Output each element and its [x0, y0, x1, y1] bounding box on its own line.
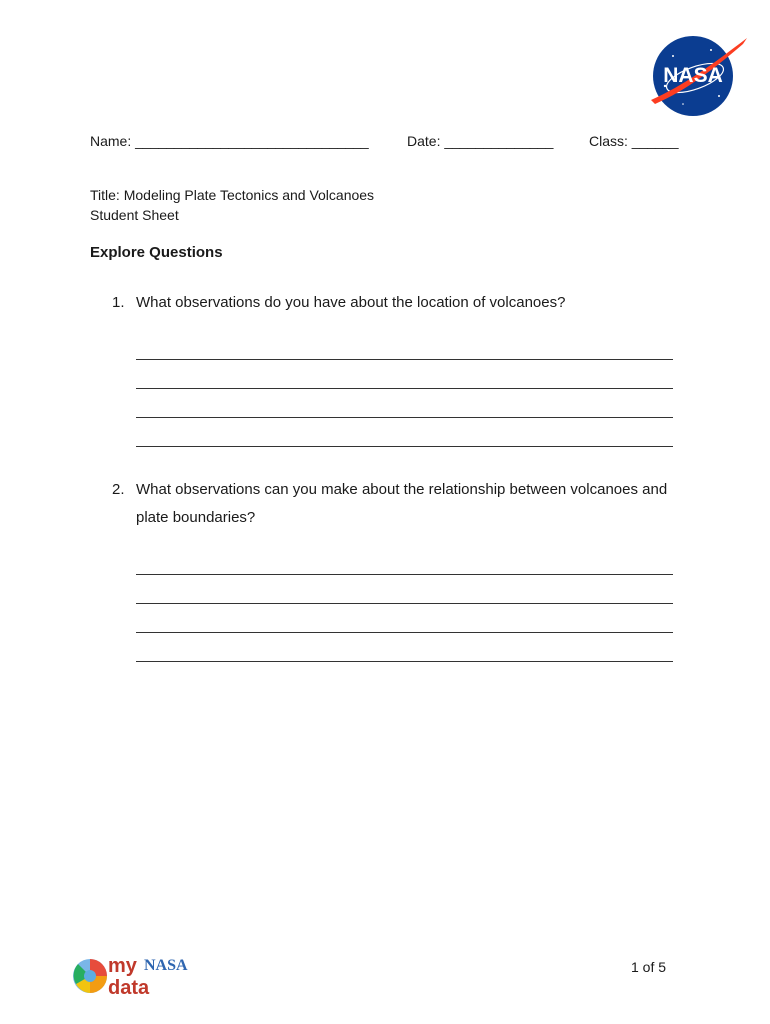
question-2-text-line2: plate boundaries? — [136, 509, 256, 526]
my-nasa-data-logo — [72, 950, 200, 998]
nasa-logo-text: NASA — [663, 64, 723, 87]
nasa-logo — [643, 34, 749, 118]
answer-line — [136, 359, 673, 360]
answer-line — [136, 632, 673, 633]
answer-line — [136, 574, 673, 575]
document-subtitle: Student Sheet — [90, 207, 179, 223]
question-1-text: What observations do you have about the location of volcanoes? — [136, 294, 566, 311]
class-field-label: Class: ______ — [589, 133, 679, 149]
name-field-label: Name: ______________________________ — [90, 133, 369, 149]
question-1-number: 1. — [112, 294, 125, 311]
answer-line — [136, 388, 673, 389]
answer-line — [136, 417, 673, 418]
brand-data-text: data — [108, 977, 150, 998]
brand-nasa-text: NASA — [144, 957, 188, 974]
brand-my-text: my — [108, 955, 137, 977]
answer-line — [136, 661, 673, 662]
answer-line — [136, 446, 673, 447]
question-2-number: 2. — [112, 481, 125, 498]
section-heading: Explore Questions — [90, 244, 223, 261]
answer-line — [136, 603, 673, 604]
document-title: Title: Modeling Plate Tectonics and Volcanoes — [90, 187, 375, 203]
date-field-label: Date: ______________ — [407, 133, 554, 149]
question-2-text-line1: What observations can you make about the relationship between volcanoes and — [136, 481, 668, 498]
page-number: 1 of 5 — [631, 959, 667, 975]
